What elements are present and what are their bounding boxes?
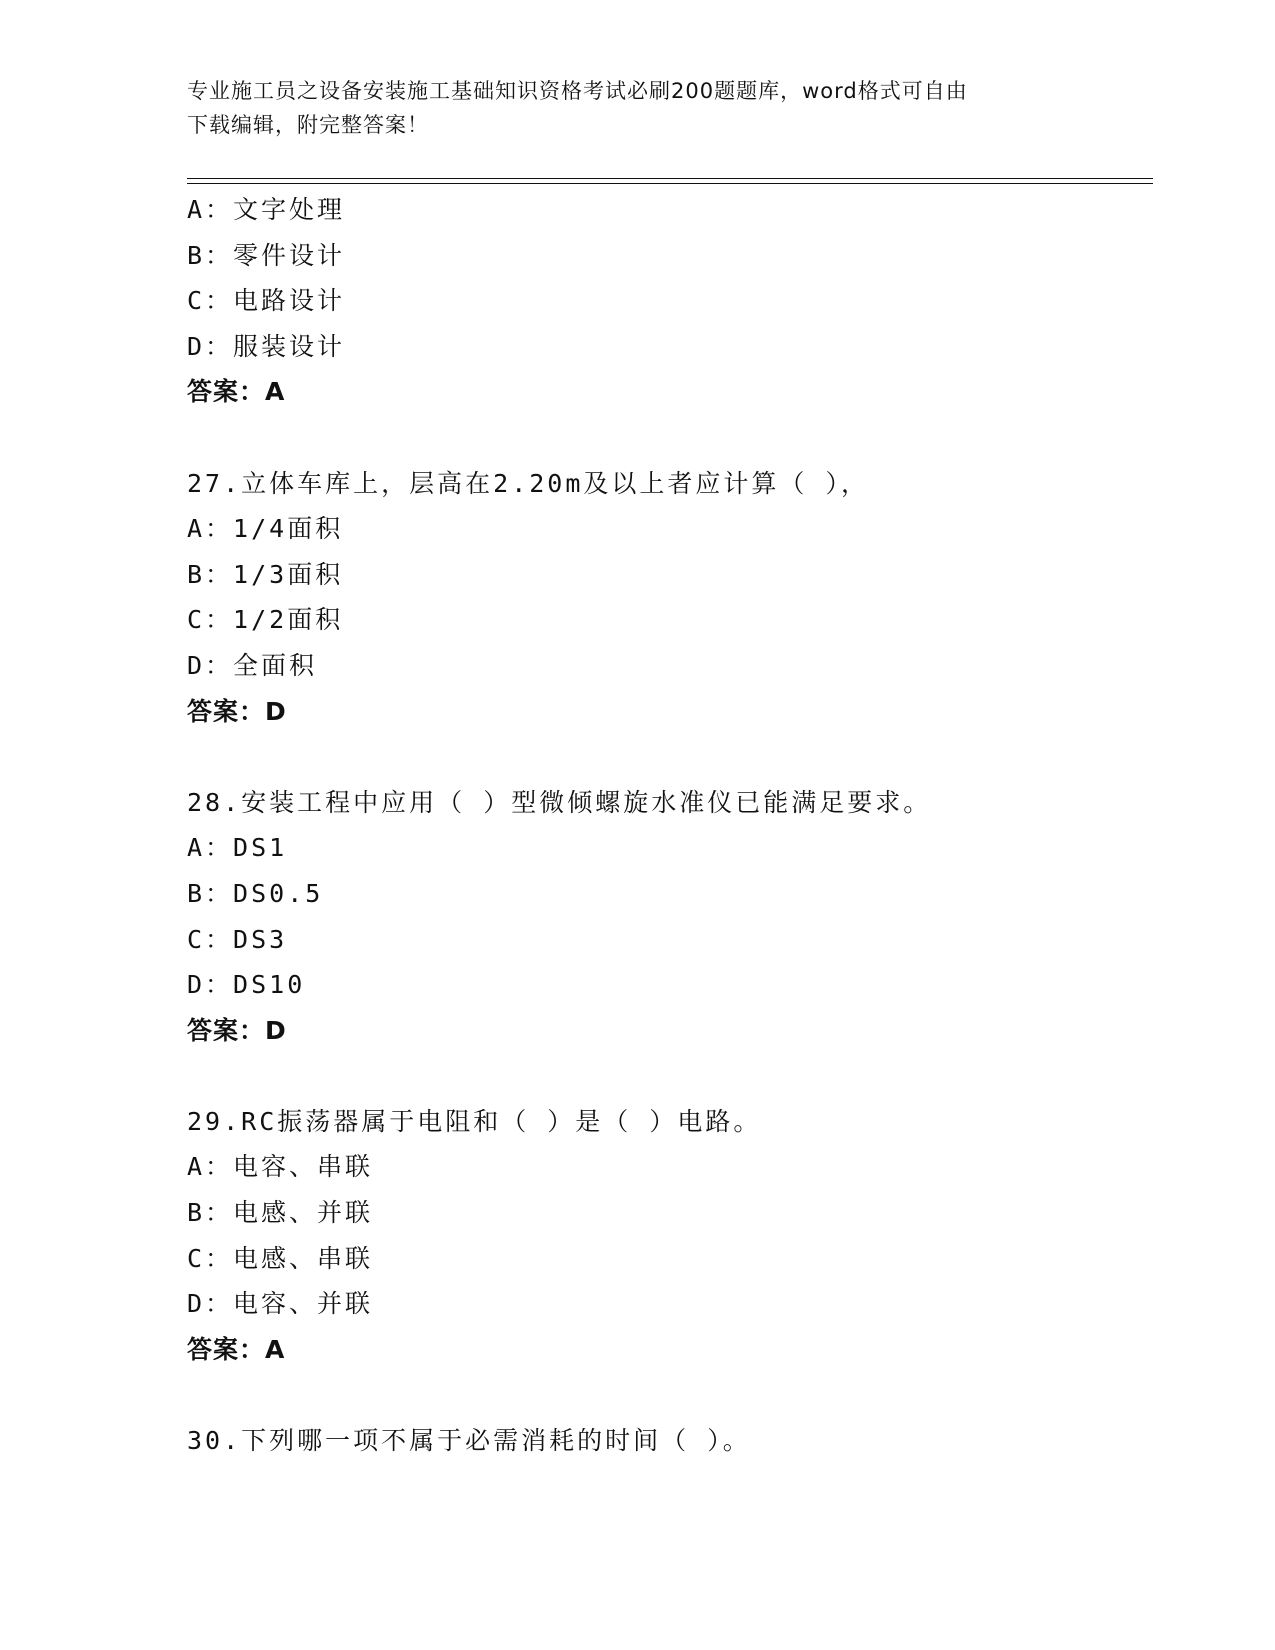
question-29 <box>187 1099 1153 1373</box>
option-d: D：全面积 <box>187 650 318 680</box>
option-c: C：电感、串联 <box>187 1243 374 1273</box>
question-26 <box>187 187 1153 415</box>
answer-line: 答案：D <box>187 1015 287 1045</box>
header-line-1: 专业施工员之设备安装施工基础知识资格考试必刷200题题库，word格式可自由 <box>187 79 968 103</box>
option-d: D：电容、并联 <box>187 1289 374 1319</box>
option-b: B：电感、并联 <box>187 1198 374 1228</box>
spacer <box>187 415 1153 461</box>
header-divider-top <box>187 178 1153 179</box>
header-line-2: 下载编辑，附完整答案！ <box>187 113 429 137</box>
spacer <box>187 1372 1153 1418</box>
question-list <box>187 187 1153 1464</box>
option-d: D：服装设计 <box>187 331 346 361</box>
answer-line: 答案：A <box>187 377 286 407</box>
spacer <box>187 1053 1153 1099</box>
question-title: 28.安装工程中应用（ ）型微倾螺旋水准仪已能满足要求。 <box>187 787 932 817</box>
question-title: 27.立体车库上，层高在2.20m及以上者应计算（ ）， <box>187 468 869 498</box>
question-28 <box>187 780 1153 1054</box>
question-title: 30.下列哪一项不属于必需消耗的时间（ ）。 <box>187 1426 751 1456</box>
header-divider-bottom <box>187 183 1153 184</box>
question-27 <box>187 461 1153 735</box>
spacer <box>187 734 1153 780</box>
option-d: D：DS10 <box>187 970 306 1000</box>
option-b: B：零件设计 <box>187 240 346 270</box>
answer-line: 答案：D <box>187 696 287 726</box>
option-c: C：1/2面积 <box>187 605 344 635</box>
option-b: B：1/3面积 <box>187 559 344 589</box>
option-c: C：电路设计 <box>187 286 346 316</box>
option-a: A：DS1 <box>187 833 288 863</box>
question-title: 29.RC振荡器属于电阻和（ ）是（ ）电路。 <box>187 1106 762 1136</box>
option-a: A：文字处理 <box>187 195 346 224</box>
question-30 <box>187 1418 1153 1464</box>
answer-line: 答案：A <box>187 1334 286 1364</box>
option-a: A：1/4面积 <box>187 514 344 544</box>
option-b: B：DS0.5 <box>187 878 324 908</box>
document-header <box>187 74 1067 142</box>
option-a: A：电容、串联 <box>187 1152 374 1182</box>
option-c: C：DS3 <box>187 924 288 954</box>
